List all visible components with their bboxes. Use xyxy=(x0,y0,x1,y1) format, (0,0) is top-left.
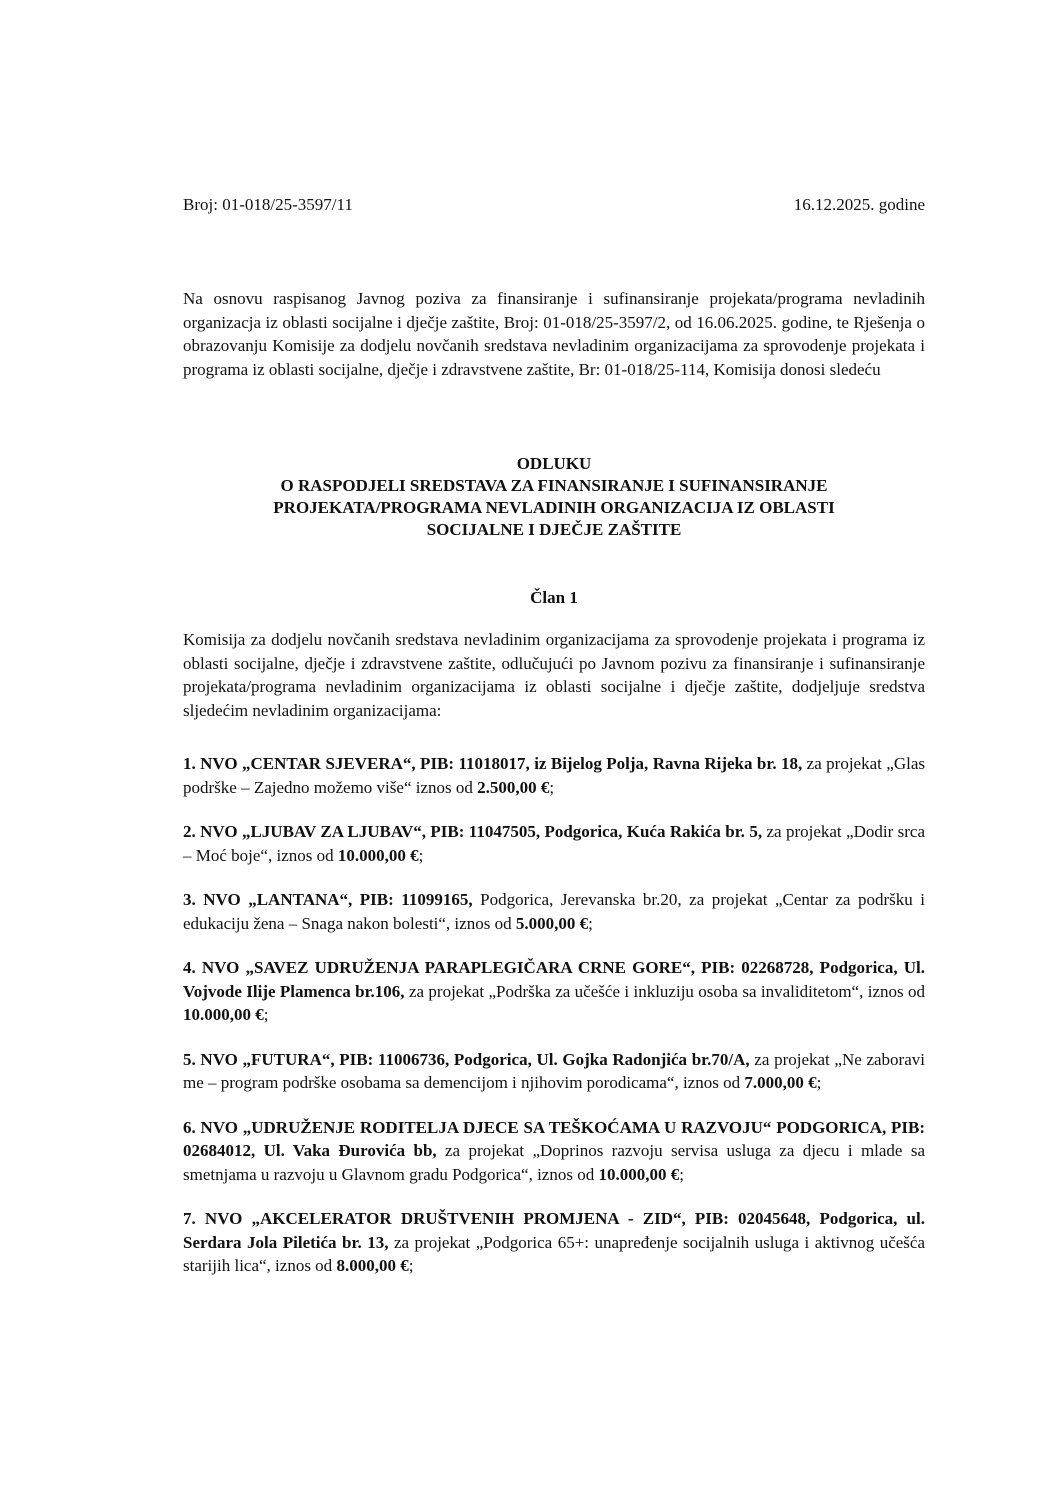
grant-project: za projekat „Podgorica 65+: unapređenje socijalnih usluga i aktivnog učešća starijih lica“, iznos od xyxy=(183,1232,926,1275)
grant-amount: 10.000,00 € xyxy=(598,1164,680,1184)
grant-end: ; xyxy=(408,1256,414,1275)
grant-project: za projekat „Glas podrške – Zajedno možemo više“ iznos od xyxy=(183,754,925,797)
grant-org: 3. NVO „LANTANA“, PIB: 11099165, xyxy=(183,890,473,909)
title-line: ODLUKU xyxy=(516,454,592,473)
grant-end: ; xyxy=(263,1005,269,1024)
grant-item xyxy=(183,820,925,867)
grant-end: ; xyxy=(588,913,593,933)
grant-org: 5. NVO „FUTURA“, PIB: 11006736, Podgorica, Ul. Gojka Radonjića br.70/A, xyxy=(183,1049,750,1069)
grant-item xyxy=(183,1048,925,1095)
title-line: PROJEKATA/PROGRAMA NEVLADINIH ORGANIZACIJA IZ OBLASTI xyxy=(273,498,835,517)
grant-project: za projekat „Doprinos razvoju servisa usluga za djecu i mlade sa smetnjama u razvoju u Glavnom gradu Podgorica“, iznos od xyxy=(183,1141,925,1184)
grant-project: za projekat „Podrška za učešće i inkluziju osoba sa invaliditetom“, iznos od xyxy=(404,981,925,1001)
grant-end: ; xyxy=(816,1073,822,1092)
grant-org: 4. NVO „SAVEZ UDRUŽENJA PARAPLEGIČARA CRNE GORE“, PIB: 02268728, Podgorica, Ul. Vojvode Ilije Plamenca br.106, xyxy=(183,958,925,1001)
grant-end: ; xyxy=(549,777,555,797)
title-line: O RASPODJELI SREDSTAVA ZA FINANSIRANJE I SUFINANSIRANJE xyxy=(280,476,828,495)
title-line: SOCIJALNE I DJEČJE ZAŠTITE xyxy=(426,520,682,539)
grant-end: ; xyxy=(679,1164,684,1184)
article-body: Komisija za dodjelu novčanih sredstava nevladinim organizacijama za sprovodenje projekata i programa iz oblasti socijalne, dječje i zdravstvene zaštite, odlučujući po Javnom pozivu za finansiranje i sufinansiranje projekata/programa nevladinim organizacijama iz oblasti socijalne i dječje zaštite, dodjeljuje sredstva sljedećim nevladinim organizacijama: xyxy=(183,630,925,720)
article-heading: Član 1 xyxy=(530,588,578,607)
grant-list xyxy=(183,752,925,1299)
decision-title xyxy=(183,453,925,541)
grant-project: za projekat „Dodir srca – Moć boje“, iznos od xyxy=(183,822,925,865)
grant-item xyxy=(183,752,925,799)
grant-amount: 10.000,00 € xyxy=(183,1005,264,1024)
grant-org: 1. NVO „CENTAR SJEVERA“, PIB: 11018017, iz Bijelog Polja, Ravna Rijeka br. 18, xyxy=(183,754,803,773)
grant-project: Podgorica, Jerevanska br.20, za projekat „Centar za podršku i edukaciju žena – Snaga nakon bolesti“, iznos od xyxy=(183,890,925,933)
grant-item xyxy=(183,1116,925,1187)
grant-amount: 7.000,00 € xyxy=(744,1073,817,1092)
grant-end: ; xyxy=(418,845,424,865)
grant-item xyxy=(183,1207,925,1278)
grant-amount: 5.000,00 € xyxy=(515,913,589,933)
grant-item xyxy=(183,888,925,935)
grant-org: 2. NVO „LJUBAV ZA LJUBAV“, PIB: 11047505, Podgorica, Kuća Rakića br. 5, xyxy=(183,822,763,841)
document-date: 16.12.2025. godine xyxy=(793,195,925,214)
grant-amount: 10.000,00 € xyxy=(337,845,419,865)
grant-org: 6. NVO „UDRUŽENJE RODITELJA DJECE SA TEŠKOĆAMA U RAZVOJU“ PODGORICA, PIB: 02684012, Ul. Vaka Đurovića bb, xyxy=(183,1117,925,1160)
grant-org: 7. NVO „AKCELERATOR DRUŠTVENIH PROMJENA - ZID“, PIB: 02045648, Podgorica, ul. Serdara Jola Piletića br. 13, xyxy=(183,1209,925,1252)
grant-amount: 2.500,00 € xyxy=(477,777,550,797)
grant-project: za projekat „Ne zaboravi me – program podrške osobama sa demencijom i njihovim porodicama“, iznos od xyxy=(183,1049,925,1092)
grant-item xyxy=(183,956,925,1027)
document-number: Broj: 01-018/25-3597/11 xyxy=(183,195,353,214)
document-header xyxy=(183,195,925,215)
grant-amount: 8.000,00 € xyxy=(336,1256,409,1275)
intro-paragraph: Na osnovu raspisanog Javnog poziva za finansiranje i sufinansiranje projekata/programa nevladinih organizacja iz oblasti socijalne i dječje zaštite, Broj: 01-018/25-3597/2, od 16.06.2025. godine, te Rješenja o obrazovanju Komisije za dodjelu novčanih sredstava nevladinim organizacijama za sprovodenje projekata i programa iz oblasti socijalne, dječje i zdravstvene zaštite, Br: 01-018/25-114, Komisija donosi sledeću xyxy=(183,289,925,379)
